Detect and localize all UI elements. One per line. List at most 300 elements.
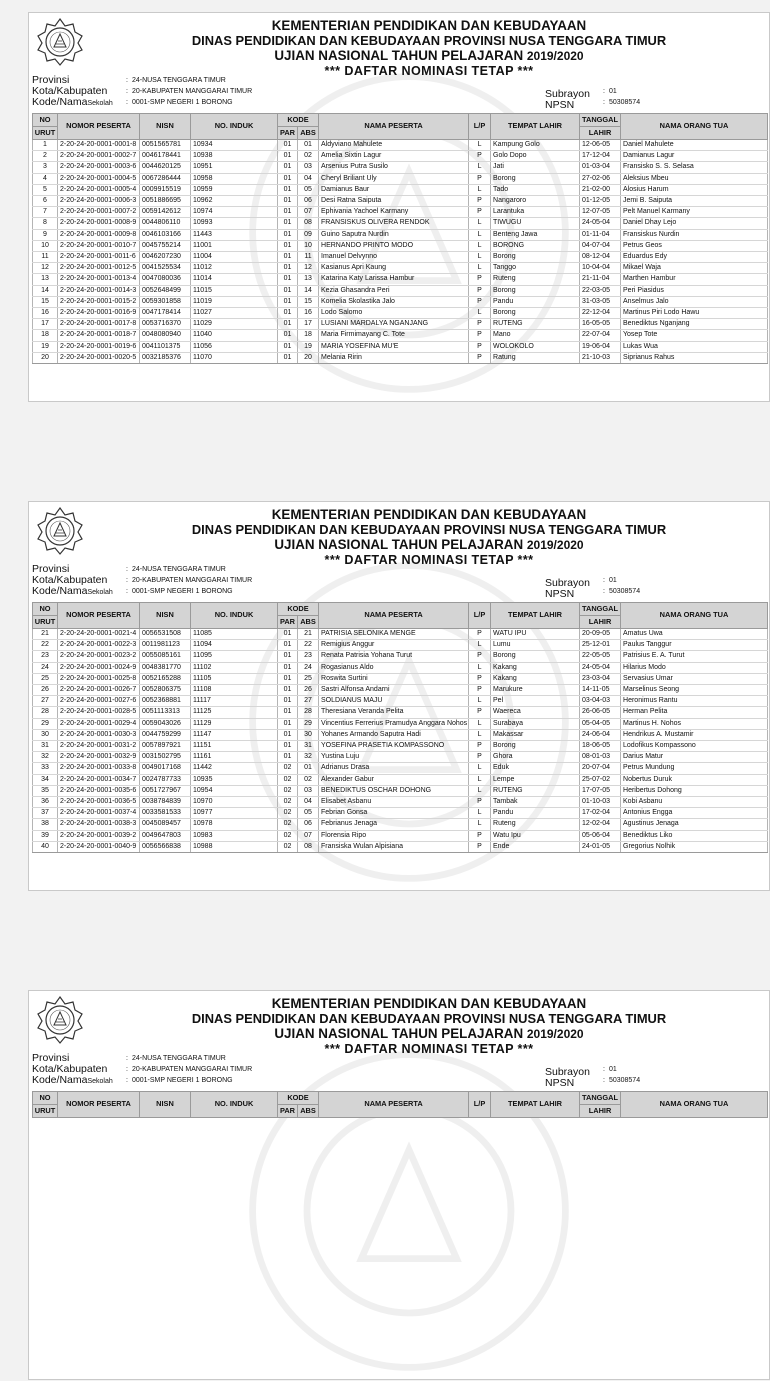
table-cell: 18	[298, 330, 319, 341]
sekolah-value	[126, 97, 426, 108]
table-cell: P	[469, 285, 491, 296]
table-cell: Marthen Hambur	[621, 274, 768, 285]
col-nomor-peserta: NOMOR PESERTA	[58, 1092, 140, 1118]
npsn-row	[545, 588, 641, 600]
table-row	[33, 629, 768, 640]
tut-wuri-handayani-logo-icon	[35, 506, 85, 556]
table-cell: L	[469, 218, 491, 229]
table-cell: Guino Saputra Nurdin	[319, 229, 469, 240]
colon: :	[126, 1066, 128, 1073]
table-cell: 16-05-05	[580, 319, 621, 330]
table-cell: P	[469, 741, 491, 752]
table-cell: 19-06-04	[580, 341, 621, 352]
table-cell: 0033581533	[140, 808, 191, 819]
table-cell: Lukas Wua	[621, 341, 768, 352]
sekolah-row	[32, 96, 233, 109]
ministry-title: KEMENTERIAN PENDIDIKAN DAN KEBUDAYAAN	[271, 18, 587, 33]
table-row	[33, 196, 768, 207]
colon: :	[126, 577, 128, 584]
sekolah-label: Sekolah	[87, 589, 113, 596]
table-cell: Lodo Salomo	[319, 308, 469, 319]
table-cell: Hilarius Modo	[621, 662, 768, 673]
table-cell: 0059043026	[140, 718, 191, 729]
table-cell: Kakang	[491, 662, 580, 673]
table-cell: Antonius Engga	[621, 808, 768, 819]
table-cell: 01-11-04	[580, 229, 621, 240]
table-cell: 11	[33, 252, 58, 263]
npsn-row	[545, 99, 641, 111]
table-cell: 0059142612	[140, 207, 191, 218]
table-cell: 10983	[191, 830, 278, 841]
table-cell: 27	[298, 696, 319, 707]
table-cell: P	[469, 651, 491, 662]
npsn-value	[603, 1077, 640, 1084]
kota-value	[126, 86, 426, 97]
table-cell: 2	[33, 151, 58, 162]
table-row	[33, 162, 768, 173]
table-cell: Rogasianus Aldo	[319, 662, 469, 673]
table-cell: L	[469, 229, 491, 240]
table-cell: 33	[33, 763, 58, 774]
colon: :	[603, 88, 605, 95]
table-cell: 01-10-03	[580, 797, 621, 808]
table-cell: 0046103166	[140, 229, 191, 240]
table-cell: P	[469, 752, 491, 763]
colon: :	[603, 588, 605, 595]
table-cell: Imanuel Delvynno	[319, 252, 469, 263]
colon: :	[126, 88, 128, 95]
table-cell: Florensia Ripo	[319, 830, 469, 841]
table-cell: Aldyviano Mahulete	[319, 140, 469, 151]
table-cell: TIWUGU	[491, 218, 580, 229]
table-cell: Darius Matur	[621, 752, 768, 763]
table-cell: 11085	[191, 629, 278, 640]
table-cell: 02	[298, 151, 319, 162]
kota-value	[126, 1064, 426, 1075]
colon: :	[603, 577, 605, 584]
table-cell: Febrianus Jenaga	[319, 819, 469, 830]
table-row	[33, 296, 768, 307]
table-cell: 0045089457	[140, 819, 191, 830]
table-cell: 12	[298, 263, 319, 274]
table-cell: Kobi Asbanu	[621, 797, 768, 808]
subrayon-text: 01	[608, 1066, 617, 1073]
table-cell: Alexander Gabur	[319, 774, 469, 785]
table-cell: 10951	[191, 162, 278, 173]
table-cell: Peri Piasidus	[621, 285, 768, 296]
table-cell: L	[469, 162, 491, 173]
col-nisn: NISN	[140, 114, 191, 140]
table-cell: 22-07-04	[580, 330, 621, 341]
table-cell: 0041525534	[140, 263, 191, 274]
kota-text: 20-KABUPATEN MANGGARAI TIMUR	[131, 577, 253, 584]
table-cell: 0052648499	[140, 285, 191, 296]
table-cell: 2-20-24-20-0001-0019-6	[58, 341, 140, 352]
table-cell: P	[469, 274, 491, 285]
table-cell: 02	[298, 774, 319, 785]
table-cell: 22	[298, 640, 319, 651]
table-cell: Tado	[491, 184, 580, 195]
table-row	[33, 763, 768, 774]
table-cell: 22-03-05	[580, 285, 621, 296]
table-cell: Gregorius Nolhik	[621, 841, 768, 852]
table-cell: 2-20-24-20-0001-0014-3	[58, 285, 140, 296]
table-cell: Nobertus Duruk	[621, 774, 768, 785]
table-cell: 8	[33, 218, 58, 229]
table-cell: 08-01-03	[580, 752, 621, 763]
table-row	[33, 319, 768, 330]
table-cell: BENEDIKTUS OSCHAR DOHONG	[319, 785, 469, 796]
col-urut: URUT	[33, 1105, 58, 1118]
table-cell: 01	[278, 285, 298, 296]
npsn-label: NPSN	[545, 588, 575, 600]
table-cell: 11442	[191, 763, 278, 774]
table-cell: Komelia Skolastika Jalo	[319, 296, 469, 307]
table-cell: 05	[298, 808, 319, 819]
table-cell: Martinus H. Nohos	[621, 718, 768, 729]
table-cell: 27-02-06	[580, 173, 621, 184]
table-cell: Servasius Umar	[621, 673, 768, 684]
table-cell: 0031502795	[140, 752, 191, 763]
table-cell: 01	[298, 763, 319, 774]
table-cell: 2-20-24-20-0001-0026-7	[58, 685, 140, 696]
ministry-title: KEMENTERIAN PENDIDIKAN DAN KEBUDAYAAN	[271, 996, 587, 1011]
participants-table	[32, 113, 768, 364]
table-cell: 17	[33, 319, 58, 330]
table-cell: Roswita Surtini	[319, 673, 469, 684]
table-cell: 05-04-05	[580, 718, 621, 729]
subrayon-label: Subrayon	[545, 577, 590, 589]
table-cell: Petrus Geos	[621, 240, 768, 251]
table-cell: P	[469, 797, 491, 808]
sekolah-value	[126, 586, 426, 597]
table-cell: 2-20-24-20-0001-0003-6	[58, 162, 140, 173]
kode-label: Kode/Nama	[32, 585, 88, 597]
table-cell: 0048080940	[140, 330, 191, 341]
table-cell: L	[469, 763, 491, 774]
table-cell: 11029	[191, 319, 278, 330]
table-row	[33, 330, 768, 341]
table-cell: 26	[33, 685, 58, 696]
table-cell: 28	[33, 707, 58, 718]
table-row	[33, 819, 768, 830]
table-row	[33, 285, 768, 296]
table-cell: 11094	[191, 640, 278, 651]
col-tempat-lahir: TEMPAT LAHIR	[491, 603, 580, 629]
table-cell: 2-20-24-20-0001-0005-4	[58, 184, 140, 195]
tut-wuri-handayani-logo-icon	[35, 17, 85, 67]
col-lahir: LAHIR	[580, 1105, 621, 1118]
col-no-induk: NO. INDUK	[191, 114, 278, 140]
table-cell: Fransiskus Nurdin	[621, 229, 768, 240]
table-cell: 25-12-01	[580, 640, 621, 651]
table-cell: 0048381770	[140, 662, 191, 673]
table-cell: Renata Patrisia Yohana Turut	[319, 651, 469, 662]
table-cell: 0052806375	[140, 685, 191, 696]
table-cell: Paulus Tanggur	[621, 640, 768, 651]
table-cell: 0047080036	[140, 274, 191, 285]
table-cell: Adrianus Drasa	[319, 763, 469, 774]
table-cell: 2-20-24-20-0001-0012-5	[58, 263, 140, 274]
table-cell: 20-07-04	[580, 763, 621, 774]
table-cell: 12-06-05	[580, 140, 621, 151]
table-cell: 01	[278, 629, 298, 640]
table-cell: Elisabet Asbanu	[319, 797, 469, 808]
table-cell: 6	[33, 196, 58, 207]
table-cell: Benediktus Liko	[621, 830, 768, 841]
table-cell: 01	[278, 741, 298, 752]
table-cell: Yosep Tote	[621, 330, 768, 341]
table-cell: 2-20-24-20-0001-0029-4	[58, 718, 140, 729]
table-cell: Ghora	[491, 752, 580, 763]
table-cell: Maria Firmimayang C. Tote	[319, 330, 469, 341]
table-cell: 03-04-03	[580, 696, 621, 707]
table-row	[33, 707, 768, 718]
table-cell: Lempe	[491, 774, 580, 785]
table-row	[33, 774, 768, 785]
table-cell: Nangaroro	[491, 196, 580, 207]
table-cell: P	[469, 685, 491, 696]
table-cell: Daniel Dhay Lejo	[621, 218, 768, 229]
table-cell: 11117	[191, 696, 278, 707]
table-cell: 26-06-05	[580, 707, 621, 718]
table-cell: 25	[298, 673, 319, 684]
table-cell: L	[469, 240, 491, 251]
col-urut: URUT	[33, 127, 58, 140]
table-cell: 01	[278, 240, 298, 251]
table-cell: 01	[278, 319, 298, 330]
table-cell: Pel	[491, 696, 580, 707]
table-cell: Tambak	[491, 797, 580, 808]
table-cell: Benteng Jawa	[491, 229, 580, 240]
table-cell: P	[469, 319, 491, 330]
table-cell: 38	[33, 819, 58, 830]
table-cell: P	[469, 841, 491, 852]
table-cell: 5	[33, 184, 58, 195]
col-kode: KODE	[278, 114, 319, 127]
table-cell: Mikael Waja	[621, 263, 768, 274]
table-cell: Hendrikus A. Mustamir	[621, 729, 768, 740]
table-cell: 23	[33, 651, 58, 662]
table-row	[33, 651, 768, 662]
table-cell: Makassar	[491, 729, 580, 740]
col-abs: ABS	[298, 1105, 319, 1118]
table-row	[33, 352, 768, 363]
table-cell: 0053716370	[140, 319, 191, 330]
table-cell: PATRISIA SELONIKA MENGE	[319, 629, 469, 640]
table-cell: 2-20-24-20-0001-0037-4	[58, 808, 140, 819]
table-cell: 04-07-04	[580, 240, 621, 251]
col-tanggal: TANGGAL	[580, 114, 621, 127]
table-cell: 11056	[191, 341, 278, 352]
provinsi-label: Provinsi	[32, 74, 70, 86]
table-cell: 11040	[191, 330, 278, 341]
col-nama-orang-tua: NAMA ORANG TUA	[621, 1092, 768, 1118]
table-cell: 24	[298, 662, 319, 673]
table-cell: 11151	[191, 741, 278, 752]
sekolah-row	[32, 1074, 233, 1087]
list-title: *** DAFTAR NOMINASI TETAP ***	[324, 553, 534, 567]
table-cell: 01	[298, 140, 319, 151]
col-par: PAR	[278, 616, 298, 629]
col-nama-orang-tua: NAMA ORANG TUA	[621, 114, 768, 140]
table-cell: Damianus Baur	[319, 184, 469, 195]
table-cell: Waereca	[491, 707, 580, 718]
table-cell: Ratung	[491, 352, 580, 363]
table-cell: Yohanes Armando Saputra Hadi	[319, 729, 469, 740]
kota-label: Kota/Kabupaten	[32, 574, 108, 586]
table-row	[33, 252, 768, 263]
col-nama-peserta: NAMA PESERTA	[319, 1092, 469, 1118]
table-cell: Pelt Manuel Karmany	[621, 207, 768, 218]
colon: :	[126, 1077, 128, 1084]
table-cell: 2-20-24-20-0001-0007-2	[58, 207, 140, 218]
table-cell: 10934	[191, 140, 278, 151]
table-cell: 0059301858	[140, 296, 191, 307]
table-cell: P	[469, 352, 491, 363]
table-cell: 0041101375	[140, 341, 191, 352]
table-row	[33, 673, 768, 684]
table-cell: L	[469, 819, 491, 830]
table-cell: 01-12-05	[580, 196, 621, 207]
table-cell: 01	[278, 640, 298, 651]
table-cell: 2-20-24-20-0001-0036-5	[58, 797, 140, 808]
sekolah-value	[126, 1075, 426, 1086]
table-cell: 0044806110	[140, 218, 191, 229]
table-cell: 01	[278, 274, 298, 285]
table-cell: 01	[278, 162, 298, 173]
table-cell: P	[469, 673, 491, 684]
table-cell: 10959	[191, 184, 278, 195]
table-row	[33, 718, 768, 729]
provinsi-label: Provinsi	[32, 563, 70, 575]
kota-label: Kota/Kabupaten	[32, 1063, 108, 1075]
table-cell: 32	[298, 752, 319, 763]
table-cell: 0051113313	[140, 707, 191, 718]
agency-title: DINAS PENDIDIKAN DAN KEBUDAYAAN PROVINSI NUSA TENGGARA TIMUR	[191, 33, 667, 48]
table-cell: 0052165288	[140, 673, 191, 684]
table-cell: Marukure	[491, 685, 580, 696]
npsn-text: 50308574	[608, 1077, 641, 1084]
table-cell: 0011981123	[140, 640, 191, 651]
col-nomor-peserta: NOMOR PESERTA	[58, 114, 140, 140]
col-no-induk: NO. INDUK	[191, 1092, 278, 1118]
table-cell: L	[469, 774, 491, 785]
provinsi-value	[126, 75, 426, 86]
table-cell: 2-20-24-20-0001-0016-9	[58, 308, 140, 319]
col-urut: URUT	[33, 616, 58, 629]
col-abs: ABS	[298, 127, 319, 140]
subrayon-value	[603, 88, 617, 95]
table-row	[33, 841, 768, 852]
table-cell: Larantuka	[491, 207, 580, 218]
table-cell: 2-20-24-20-0001-0040-9	[58, 841, 140, 852]
colon: :	[126, 588, 128, 595]
table-cell: Patrisius E. A. Turut	[621, 651, 768, 662]
table-cell: 10970	[191, 797, 278, 808]
table-cell: 11129	[191, 718, 278, 729]
col-nama-orang-tua: NAMA ORANG TUA	[621, 603, 768, 629]
table-cell: 21-10-03	[580, 352, 621, 363]
table-cell: FRANSISKUS OLIVERA RENDOK	[319, 218, 469, 229]
table-cell: 12-07-05	[580, 207, 621, 218]
table-cell: P	[469, 173, 491, 184]
table-row	[33, 808, 768, 819]
table-cell: 24-06-04	[580, 729, 621, 740]
col-kode: KODE	[278, 1092, 319, 1105]
table-cell: 01	[278, 218, 298, 229]
table-cell: YOSEFINA PRASETIA KOMPASSONO	[319, 741, 469, 752]
subrayon-label: Subrayon	[545, 88, 590, 100]
table-cell: 9	[33, 229, 58, 240]
exam-title-text: UJIAN NASIONAL TAHUN PELAJARAN	[274, 1026, 524, 1041]
table-row	[33, 308, 768, 319]
table-cell: L	[469, 252, 491, 263]
table-cell: 0045755214	[140, 240, 191, 251]
table-cell: 01	[278, 651, 298, 662]
table-row	[33, 830, 768, 841]
table-cell: 2-20-24-20-0001-0009-8	[58, 229, 140, 240]
table-cell: 20-09-05	[580, 629, 621, 640]
table-cell: 22-12-04	[580, 308, 621, 319]
table-cell: Watu Ipu	[491, 830, 580, 841]
table-cell: 05-06-04	[580, 830, 621, 841]
table-row	[33, 729, 768, 740]
participants-body	[33, 140, 768, 364]
table-cell: 09	[298, 229, 319, 240]
table-cell: L	[469, 662, 491, 673]
table-cell: 02	[278, 808, 298, 819]
table-cell: 15	[33, 296, 58, 307]
table-cell: 2-20-24-20-0001-0035-6	[58, 785, 140, 796]
table-cell: 10-04-04	[580, 263, 621, 274]
table-cell: Heronimus Rantu	[621, 696, 768, 707]
table-cell: 11004	[191, 252, 278, 263]
table-cell: 18	[33, 330, 58, 341]
colon: :	[126, 77, 128, 84]
table-cell: 16	[298, 308, 319, 319]
table-cell: Borong	[491, 651, 580, 662]
table-cell: 03	[298, 162, 319, 173]
table-cell: Damianus Lagur	[621, 151, 768, 162]
table-cell: 0067286444	[140, 173, 191, 184]
subrayon-text: 01	[608, 88, 617, 95]
table-cell: P	[469, 330, 491, 341]
table-cell: L	[469, 696, 491, 707]
table-cell: 2-20-24-20-0001-0020-5	[58, 352, 140, 363]
table-cell: 14	[33, 285, 58, 296]
npsn-value	[603, 588, 640, 595]
table-cell: 10977	[191, 808, 278, 819]
table-row	[33, 173, 768, 184]
table-cell: L	[469, 729, 491, 740]
table-cell: 11012	[191, 263, 278, 274]
table-cell: 2-20-24-20-0001-0004-5	[58, 173, 140, 184]
table-cell: 0056566838	[140, 841, 191, 852]
table-cell: 01	[278, 207, 298, 218]
table-cell: 11014	[191, 274, 278, 285]
table-cell: 24-01-05	[580, 841, 621, 852]
kota-text: 20-KABUPATEN MANGGARAI TIMUR	[131, 1066, 253, 1073]
table-cell: 24-05-04	[580, 218, 621, 229]
table-cell: 2-20-24-20-0001-0015-2	[58, 296, 140, 307]
npsn-label: NPSN	[545, 1077, 575, 1089]
table-cell: 10958	[191, 173, 278, 184]
col-lahir: LAHIR	[580, 127, 621, 140]
table-row	[33, 184, 768, 195]
table-cell: 21	[298, 629, 319, 640]
table-cell: 23-03-04	[580, 673, 621, 684]
